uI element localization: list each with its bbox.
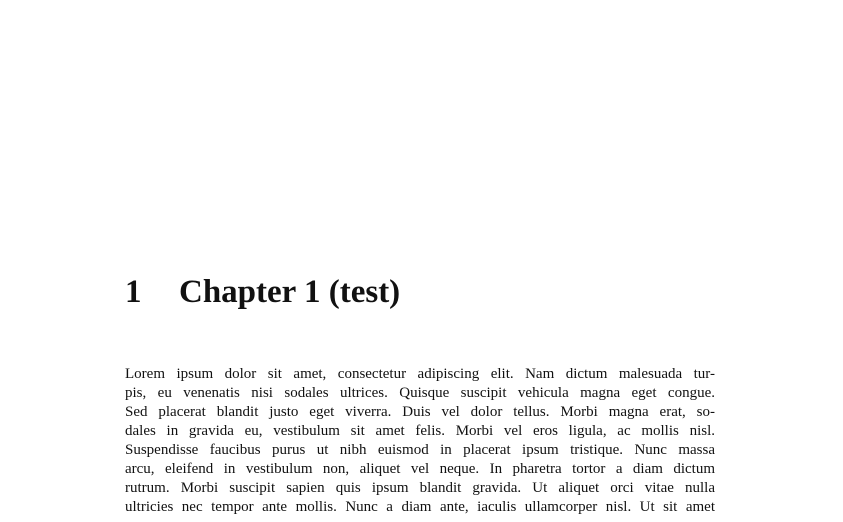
chapter-heading [125, 272, 400, 316]
text-line: arcu, eleifend in vestibulum non, aliquet vel neque. In pharetra tortor a diam dictum [125, 461, 715, 477]
text-line: pis, eu venenatis nisi sodales ultrices. Quisque suscipit vehicula magna eget congue. [125, 385, 715, 401]
body-paragraph [125, 365, 715, 517]
chapter-number: 1 [125, 274, 142, 311]
text-line: Lorem ipsum dolor sit amet, consectetur adipiscing elit. Nam dictum malesuada tur- [125, 366, 715, 382]
text-line: ultricies nec tempor ante mollis. Nunc a diam ante, iaculis ullamcorper nisl. Ut sit amet [125, 499, 715, 515]
chapter-title: Chapter 1 (test) [179, 274, 401, 311]
text-line: dales in gravida eu, vestibulum sit amet felis. Morbi vel eros ligula, ac mollis nisl. [125, 423, 715, 439]
text-line: Suspendisse faucibus purus ut nibh euismod in placerat ipsum tristique. Nunc massa [125, 442, 715, 458]
text-line: rutrum. Morbi suscipit sapien quis ipsum blandit gravida. Ut aliquet orci vitae nulla [125, 480, 715, 496]
text-line: Sed placerat blandit justo eget viverra. Duis vel dolor tellus. Morbi magna erat, so- [125, 404, 715, 420]
